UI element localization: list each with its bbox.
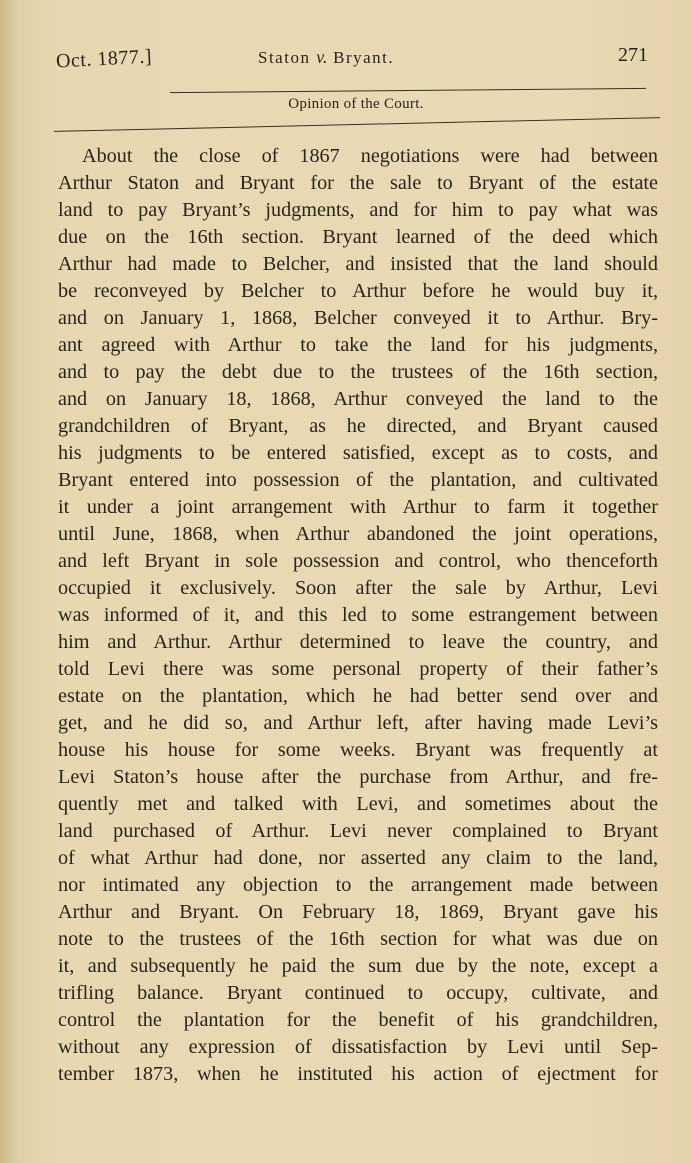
- text-line: occupied it exclusively. Soon after the sale by Arthur, Levi: [58, 577, 658, 599]
- text-line: estate on the plantation, which he had better send over and: [58, 685, 658, 707]
- text-line: was informed of it, and this led to some estrangement between: [58, 604, 658, 626]
- text-line: trifling balance. Bryant continued to occupy, cultivate, and: [58, 982, 658, 1004]
- header-date: Oct. 1877.]: [55, 45, 153, 73]
- header-versus: v.: [316, 47, 328, 67]
- text-line: control the plantation for the benefit of his grandchildren,: [58, 1009, 658, 1031]
- text-line: Arthur Staton and Bryant for the sale to Bryant of the estate: [58, 172, 658, 194]
- text-line: house his house for some weeks. Bryant was frequently at: [58, 739, 658, 761]
- text-line: due on the 16th section. Bryant learned of the deed which: [58, 226, 658, 248]
- text-line: tember 1873, when he instituted his action of ejectment for: [58, 1063, 658, 1085]
- text-line: and left Bryant in sole possession and control, who thenceforth: [58, 550, 658, 572]
- text-line: it under a joint arrangement with Arthur to farm it together: [58, 496, 658, 518]
- text-line: note to the trustees of the 16th section for what was due on: [58, 928, 658, 950]
- text-line: Arthur and Bryant. On February 18, 1869, Bryant gave his: [58, 901, 658, 923]
- text-line: it, and subsequently he paid the sum due by the note, except a: [58, 955, 658, 977]
- text-line: Bryant entered into possession of the plantation, and cultivated: [58, 469, 658, 491]
- text-line: his judgments to be entered satisfied, except as to costs, and: [58, 442, 658, 464]
- running-header: [0, 44, 692, 74]
- subheading-rule: [54, 117, 660, 132]
- text-line: told Levi there was some personal property of their father’s: [58, 658, 658, 680]
- text-line: land purchased of Arthur. Levi never complained to Bryant: [58, 820, 658, 842]
- text-line: ant agreed with Arthur to take the land for his judgments,: [58, 334, 658, 356]
- text-line: and to pay the debt due to the trustees of the 16th section,: [58, 361, 658, 383]
- text-line: be reconveyed by Belcher to Arthur before he would buy it,: [58, 280, 658, 302]
- header-rule: [170, 88, 646, 93]
- text-line: Arthur had made to Belcher, and insisted that the land should: [58, 253, 658, 275]
- page-number: 271: [618, 44, 648, 66]
- opinion-text: [58, 143, 658, 1088]
- text-line: him and Arthur. Arthur determined to leave the country, and: [58, 631, 658, 653]
- header-case-title: [258, 47, 394, 68]
- header-party-b: Bryant.: [333, 48, 395, 67]
- text-line: and on January 1, 1868, Belcher conveyed it to Arthur. Bry-: [58, 307, 658, 329]
- text-line: Levi Staton’s house after the purchase from Arthur, and fre-: [58, 766, 658, 788]
- text-line: About the close of 1867 negotiations were had between: [82, 145, 658, 167]
- text-line: land to pay Bryant’s judgments, and for him to pay what was: [58, 199, 658, 221]
- text-line: of what Arthur had done, nor asserted any claim to the land,: [58, 847, 658, 869]
- header-party-a: Staton: [258, 48, 311, 67]
- text-line: grandchildren of Bryant, as he directed, and Bryant caused: [58, 415, 658, 437]
- text-line: get, and he did so, and Arthur left, after having made Levi’s: [58, 712, 658, 734]
- text-line: and on January 18, 1868, Arthur conveyed the land to the: [58, 388, 658, 410]
- text-line: nor intimated any objection to the arrangement made between: [58, 874, 658, 896]
- text-line: without any expression of dissatisfaction by Levi until Sep-: [58, 1036, 658, 1058]
- text-line: until June, 1868, when Arthur abandoned the joint operations,: [58, 523, 658, 545]
- text-line: quently met and talked with Levi, and sometimes about the: [58, 793, 658, 815]
- section-subheading: Opinion of the Court.: [288, 96, 424, 112]
